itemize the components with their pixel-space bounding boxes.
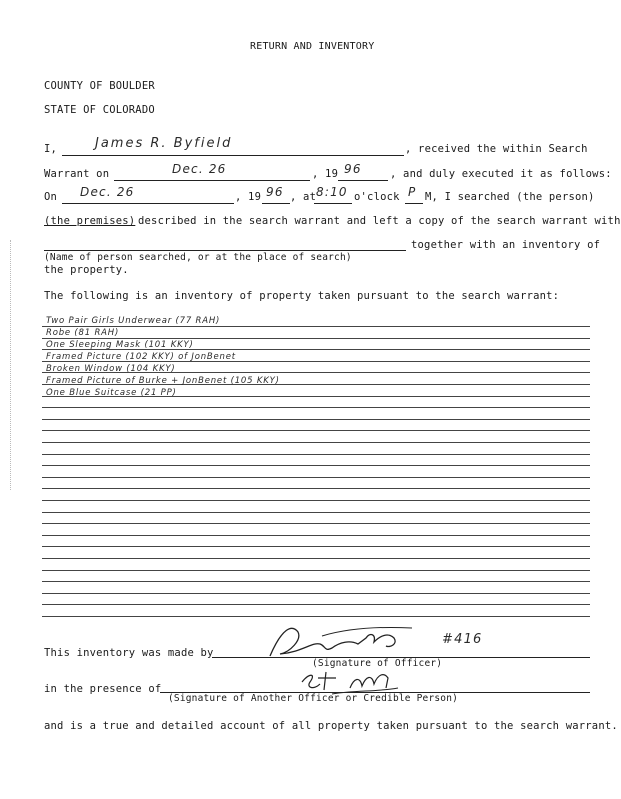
inventory-rule-line <box>42 338 590 339</box>
officer-name-handwritten: James R. Byfield <box>95 136 233 151</box>
county-label: COUNTY OF BOULDER <box>44 80 155 92</box>
inventory-rule-line <box>42 535 590 536</box>
execution-date-field-line <box>62 203 234 204</box>
inventory-rule-line <box>42 512 590 513</box>
presence-label: in the presence of <box>44 683 162 695</box>
line2-year-prefix: , 19 <box>312 168 339 180</box>
warrant-date-field-line <box>114 180 310 181</box>
inventory-rule-line <box>42 454 590 455</box>
ampm-handwritten: P <box>408 185 417 199</box>
officer-signature-image <box>262 622 452 662</box>
line1-prefix: I, <box>44 143 58 155</box>
inventory-rule-line <box>42 523 590 524</box>
execution-date-handwritten: Dec. 26 <box>80 185 135 199</box>
ampm-field-line <box>405 203 423 204</box>
inventory-rule-line <box>42 465 590 466</box>
execution-year-handwritten: 96 <box>266 185 284 199</box>
inventory-rule-line <box>42 500 590 501</box>
inventory-rule-line <box>42 442 590 443</box>
inventory-item: Robe (81 RAH) <box>46 328 120 338</box>
inventory-item: Framed Picture of Burke + JonBenet (105 KKY) <box>46 376 280 386</box>
made-by-label: This inventory was made by <box>44 647 214 659</box>
inventory-item: One Blue Suitcase (21 PP) <box>46 388 177 398</box>
inventory-item: Two Pair Girls Underwear (77 RAH) <box>46 316 221 326</box>
inventory-rule-line <box>42 593 590 594</box>
execution-year-field-line <box>262 203 290 204</box>
state-label: STATE OF COLORADO <box>44 104 155 116</box>
oclock-label: o'clock <box>354 191 400 203</box>
line2-suffix: , and duly executed it as follows: <box>390 168 612 180</box>
person-searched-field-line <box>44 250 406 251</box>
inventory-rule-line <box>42 430 590 431</box>
line1-suffix: , received the within Search <box>405 143 588 155</box>
line3-prefix: On <box>44 191 58 203</box>
time-handwritten: 8:10 <box>316 185 348 199</box>
inventory-rule-line <box>42 488 590 489</box>
inventory-rule-line <box>42 407 590 408</box>
inventory-item: One Sleeping Mask (101 KKY) <box>46 340 194 350</box>
scan-margin-mark <box>10 240 11 490</box>
witness-signature-caption: (Signature of Another Officer or Credible Person) <box>168 693 459 704</box>
line5-suffix: together with an inventory of <box>411 239 601 251</box>
inventory-item: Framed Picture (102 KKY) of JonBenet <box>46 352 236 362</box>
inventory-rule-line <box>42 558 590 559</box>
line4-rest: described in the search warrant and left a copy of the search warrant with <box>138 215 621 227</box>
inventory-rule-line <box>42 326 590 327</box>
the-property-label: the property. <box>44 264 129 276</box>
inventory-intro: The following is an inventory of property taken pursuant to the search warrant: <box>44 290 560 302</box>
line3-after: M, I searched (the person) <box>425 191 595 203</box>
premises-label: (the premises) <box>44 215 136 227</box>
inventory-rule-line <box>42 604 590 605</box>
officer-badge-number: #416 <box>442 632 483 647</box>
officer-signature-caption: (Signature of Officer) <box>312 658 443 669</box>
inventory-rule-line <box>42 419 590 420</box>
line3-at: , at <box>290 191 317 203</box>
inventory-rule-line <box>42 477 590 478</box>
inventory-item: Broken Window (104 KKY) <box>46 364 176 374</box>
officer-name-field-line <box>62 155 404 156</box>
inventory-rule-line <box>42 616 590 617</box>
inventory-rule-line <box>42 581 590 582</box>
warrant-year-handwritten: 96 <box>344 162 362 176</box>
inventory-rule-line <box>42 546 590 547</box>
inventory-rule-line <box>42 570 590 571</box>
line2-prefix: Warrant on <box>44 168 110 180</box>
person-searched-caption: (Name of person searched, or at the place of search) <box>44 252 352 263</box>
line3-year-prefix: , 19 <box>235 191 262 203</box>
closing-statement: and is a true and detailed account of all property taken pursuant to the search warrant. <box>44 720 618 732</box>
time-field-line <box>314 203 352 204</box>
warrant-date-handwritten: Dec. 26 <box>172 162 227 176</box>
document-title: RETURN AND INVENTORY <box>250 41 375 52</box>
warrant-year-field-line <box>338 180 388 181</box>
